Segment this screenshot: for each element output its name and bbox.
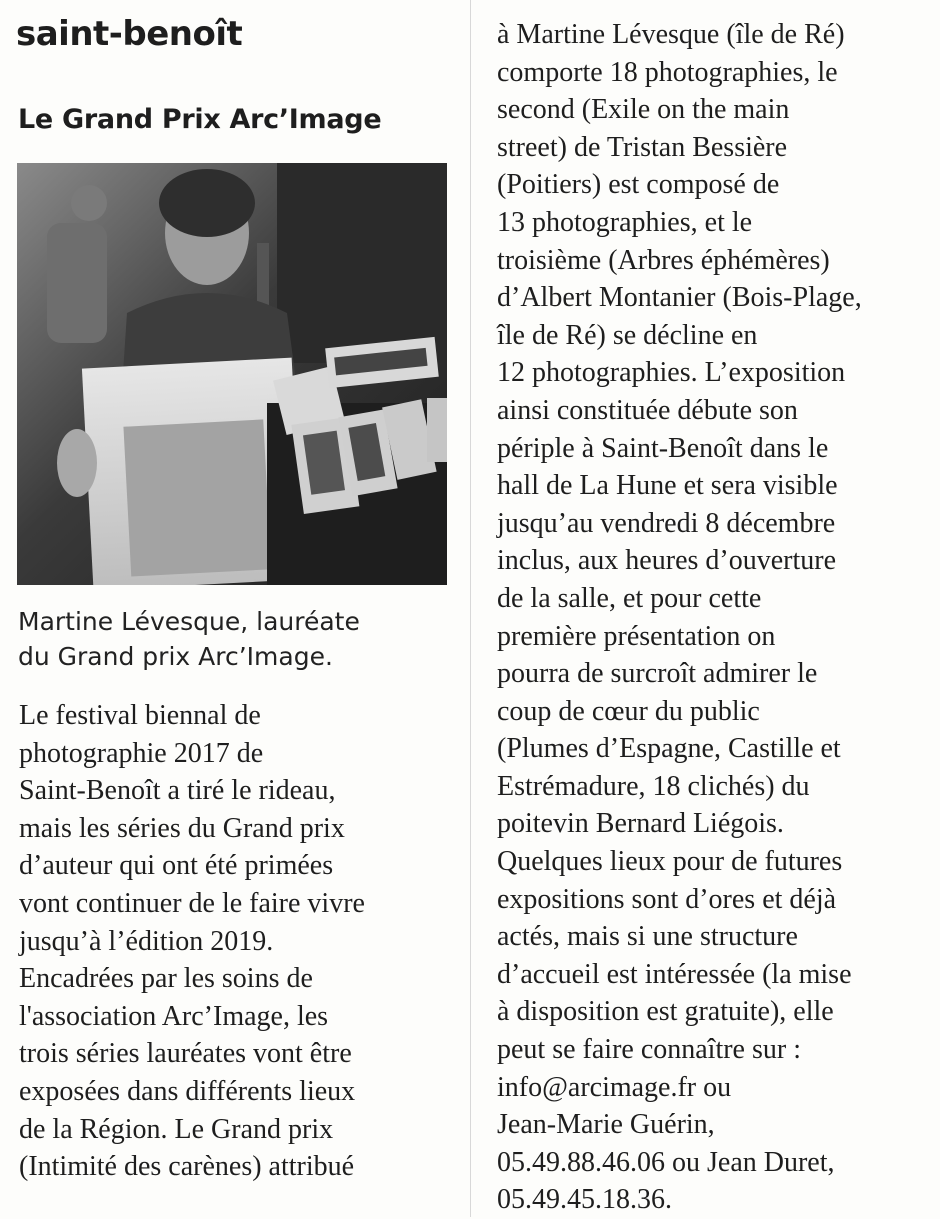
text-line: second (Exile on the main (497, 94, 790, 126)
text-line: à disposition est gratuite), elle (497, 996, 834, 1028)
text-line: hall de La Hune et sera visible (497, 470, 838, 502)
column-divider (470, 0, 471, 1217)
article-body-right (497, 16, 927, 1219)
text-line: Saint-Benoît a tiré le rideau, (19, 775, 336, 807)
text-line: île de Ré) se décline en (497, 319, 758, 351)
article-photo (17, 163, 447, 585)
caption-line: Martine Lévesque, lauréate (18, 607, 360, 636)
article-headline: Le Grand Prix Arc’Image (18, 104, 382, 135)
text-line: Estrémadure, 18 clichés) du (497, 770, 810, 802)
text-line: périple à Saint-Benoît dans le (497, 432, 829, 464)
text-line: coup de cœur du public (497, 695, 760, 727)
article-body-left (19, 697, 449, 1186)
text-line: de la salle, et pour cette (497, 582, 762, 614)
text-line: 05.49.88.46.06 ou Jean Duret, (497, 1146, 835, 1178)
text-line: expositions sont d’ores et déjà (497, 883, 837, 915)
caption-line: du Grand prix Arc’Image. (18, 642, 333, 671)
text-line: inclus, aux heures d’ouverture (497, 545, 836, 577)
text-line: Encadrées par les soins de (19, 963, 313, 995)
text-line: première présentation on (497, 620, 776, 652)
section-heading: saint-benoît (16, 14, 243, 54)
text-line: Jean-Marie Guérin, (497, 1109, 715, 1141)
text-line: peut se faire connaître sur : (497, 1034, 801, 1066)
text-line: pourra de surcroît admirer le (497, 658, 818, 690)
text-line: photographie 2017 de (19, 737, 264, 769)
text-line: d’auteur qui ont été primées (19, 850, 334, 882)
text-line: mais les séries du Grand prix (19, 812, 345, 844)
text-line: (Poitiers) est composé de (497, 169, 780, 201)
email-link[interactable]: info@arcimage.fr ou (497, 1071, 732, 1103)
text-line: d’accueil est intéressée (la mise (497, 958, 852, 990)
text-line: vont continuer de le faire vivre (19, 887, 365, 919)
text-line: comporte 18 photographies, le (497, 56, 838, 88)
text-line: 12 photographies. L’exposition (497, 357, 846, 389)
text-line: (Plumes d’Espagne, Castille et (497, 733, 841, 765)
text-line: actés, mais si une structure (497, 921, 798, 953)
text-line: 13 photographies, et le (497, 206, 753, 238)
text-line: jusqu’à l’édition 2019. (19, 925, 274, 957)
text-line: exposées dans différents lieux (19, 1075, 356, 1107)
text-line: street) de Tristan Bessière (497, 131, 788, 163)
text-line: d’Albert Montanier (Bois-Plage, (497, 282, 862, 314)
text-line: 05.49.45.18.36. (497, 1184, 672, 1216)
text-line: de la Région. Le Grand prix (19, 1113, 334, 1145)
photo-caption (18, 604, 438, 674)
text-line: l'association Arc’Image, les (19, 1000, 329, 1032)
text-line: ainsi constituée débute son (497, 394, 798, 426)
text-line: trois séries lauréates vont être (19, 1038, 352, 1070)
text-line: troisième (Arbres éphémères) (497, 244, 830, 276)
text-line: Quelques lieux pour de futures (497, 846, 843, 878)
text-line: (Intimité des carènes) attribué (19, 1151, 355, 1183)
text-line: jusqu’au vendredi 8 décembre (497, 507, 836, 539)
text-line: poitevin Bernard Liégois. (497, 808, 784, 840)
text-line: Le festival biennal de (19, 700, 261, 731)
text-line: à Martine Lévesque (île de Ré) (497, 19, 845, 50)
